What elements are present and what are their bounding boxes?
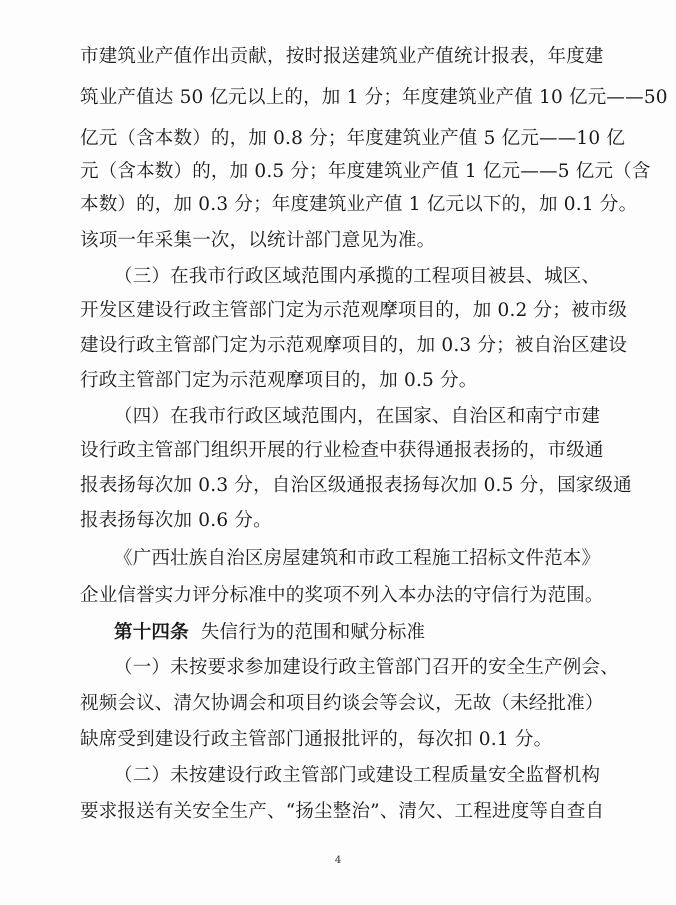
body-text-line: 该项一年采集一次，以统计部门意见为准。 (80, 230, 436, 251)
body-text-line: 市建筑业产值作出贡献，按时报送建筑业产值统计报表，年度建 (80, 46, 604, 67)
paragraph-start-line: 《广西壮族自治区房屋建筑和市政工程施工招标文件范本》 (114, 548, 601, 569)
body-text-line: 企业信誉实力评分标准中的奖项不列入本办法的守信行为范围。 (80, 585, 604, 606)
article-heading (114, 621, 634, 645)
body-text-line: 视频会议、清欠协调会和项目约谈会等会议，无故（未经批准） (80, 693, 604, 714)
paragraph-start-line: （二）未按建设行政主管部门或建设工程质量安全监督机构 (114, 765, 601, 786)
body-text-line: 开发区建设行政主管部门定为示范观摩项目的，加 0.2 分；被市级 (80, 300, 628, 321)
body-text-line: 本数）的，加 0.3 分；年度建筑业产值 1 亿元以下的，加 0.1 分。 (80, 194, 638, 215)
body-text-line: 亿元（含本数）的，加 0.8 分；年度建筑业产值 5 亿元——10 亿 (80, 128, 626, 149)
article-number: 第十四条 (114, 622, 189, 643)
body-text-line: 要求报送有关安全生产、“扬尘整治”、清欠、工程进度等自查自 (80, 801, 605, 822)
paragraph-start-line: （一）未按要求参加建设行政主管部门召开的安全生产例会、 (114, 657, 619, 678)
body-text-line: 筑业产值达 50 亿元以上的，加 1 分；年度建筑业产值 10 亿元——50 (80, 87, 668, 108)
body-text-line: 报表扬每次加 0.3 分，自治区级通报表扬每次加 0.5 分，国家级通 (80, 475, 632, 496)
page-number: 4 (334, 855, 342, 866)
body-text-line: 报表扬每次加 0.6 分。 (80, 510, 272, 531)
body-text-line: 行政主管部门定为示范观摩项目的，加 0.5 分。 (80, 370, 478, 391)
body-text-line: 元（含本数）的，加 0.5 分；年度建筑业产值 1 亿元——5 亿元（含 (80, 161, 651, 182)
article-title: 失信行为的范围和赋分标准 (200, 622, 426, 643)
body-text-line: 设行政主管部门组织开展的行业检查中获得通报表扬的，市级通 (80, 440, 604, 461)
body-text-line: 建设行政主管部门定为示范观摩项目的，加 0.3 分；被自治区建设 (80, 335, 628, 356)
paragraph-start-line: （四）在我市行政区域范围内，在国家、自治区和南宁市建 (114, 406, 601, 427)
paragraph-start-line: （三）在我市行政区域范围内承揽的工程项目被县、城区、 (114, 266, 601, 287)
body-text-line: 缺席受到建设行政主管部门通报批评的，每次扣 0.1 分。 (80, 729, 553, 750)
